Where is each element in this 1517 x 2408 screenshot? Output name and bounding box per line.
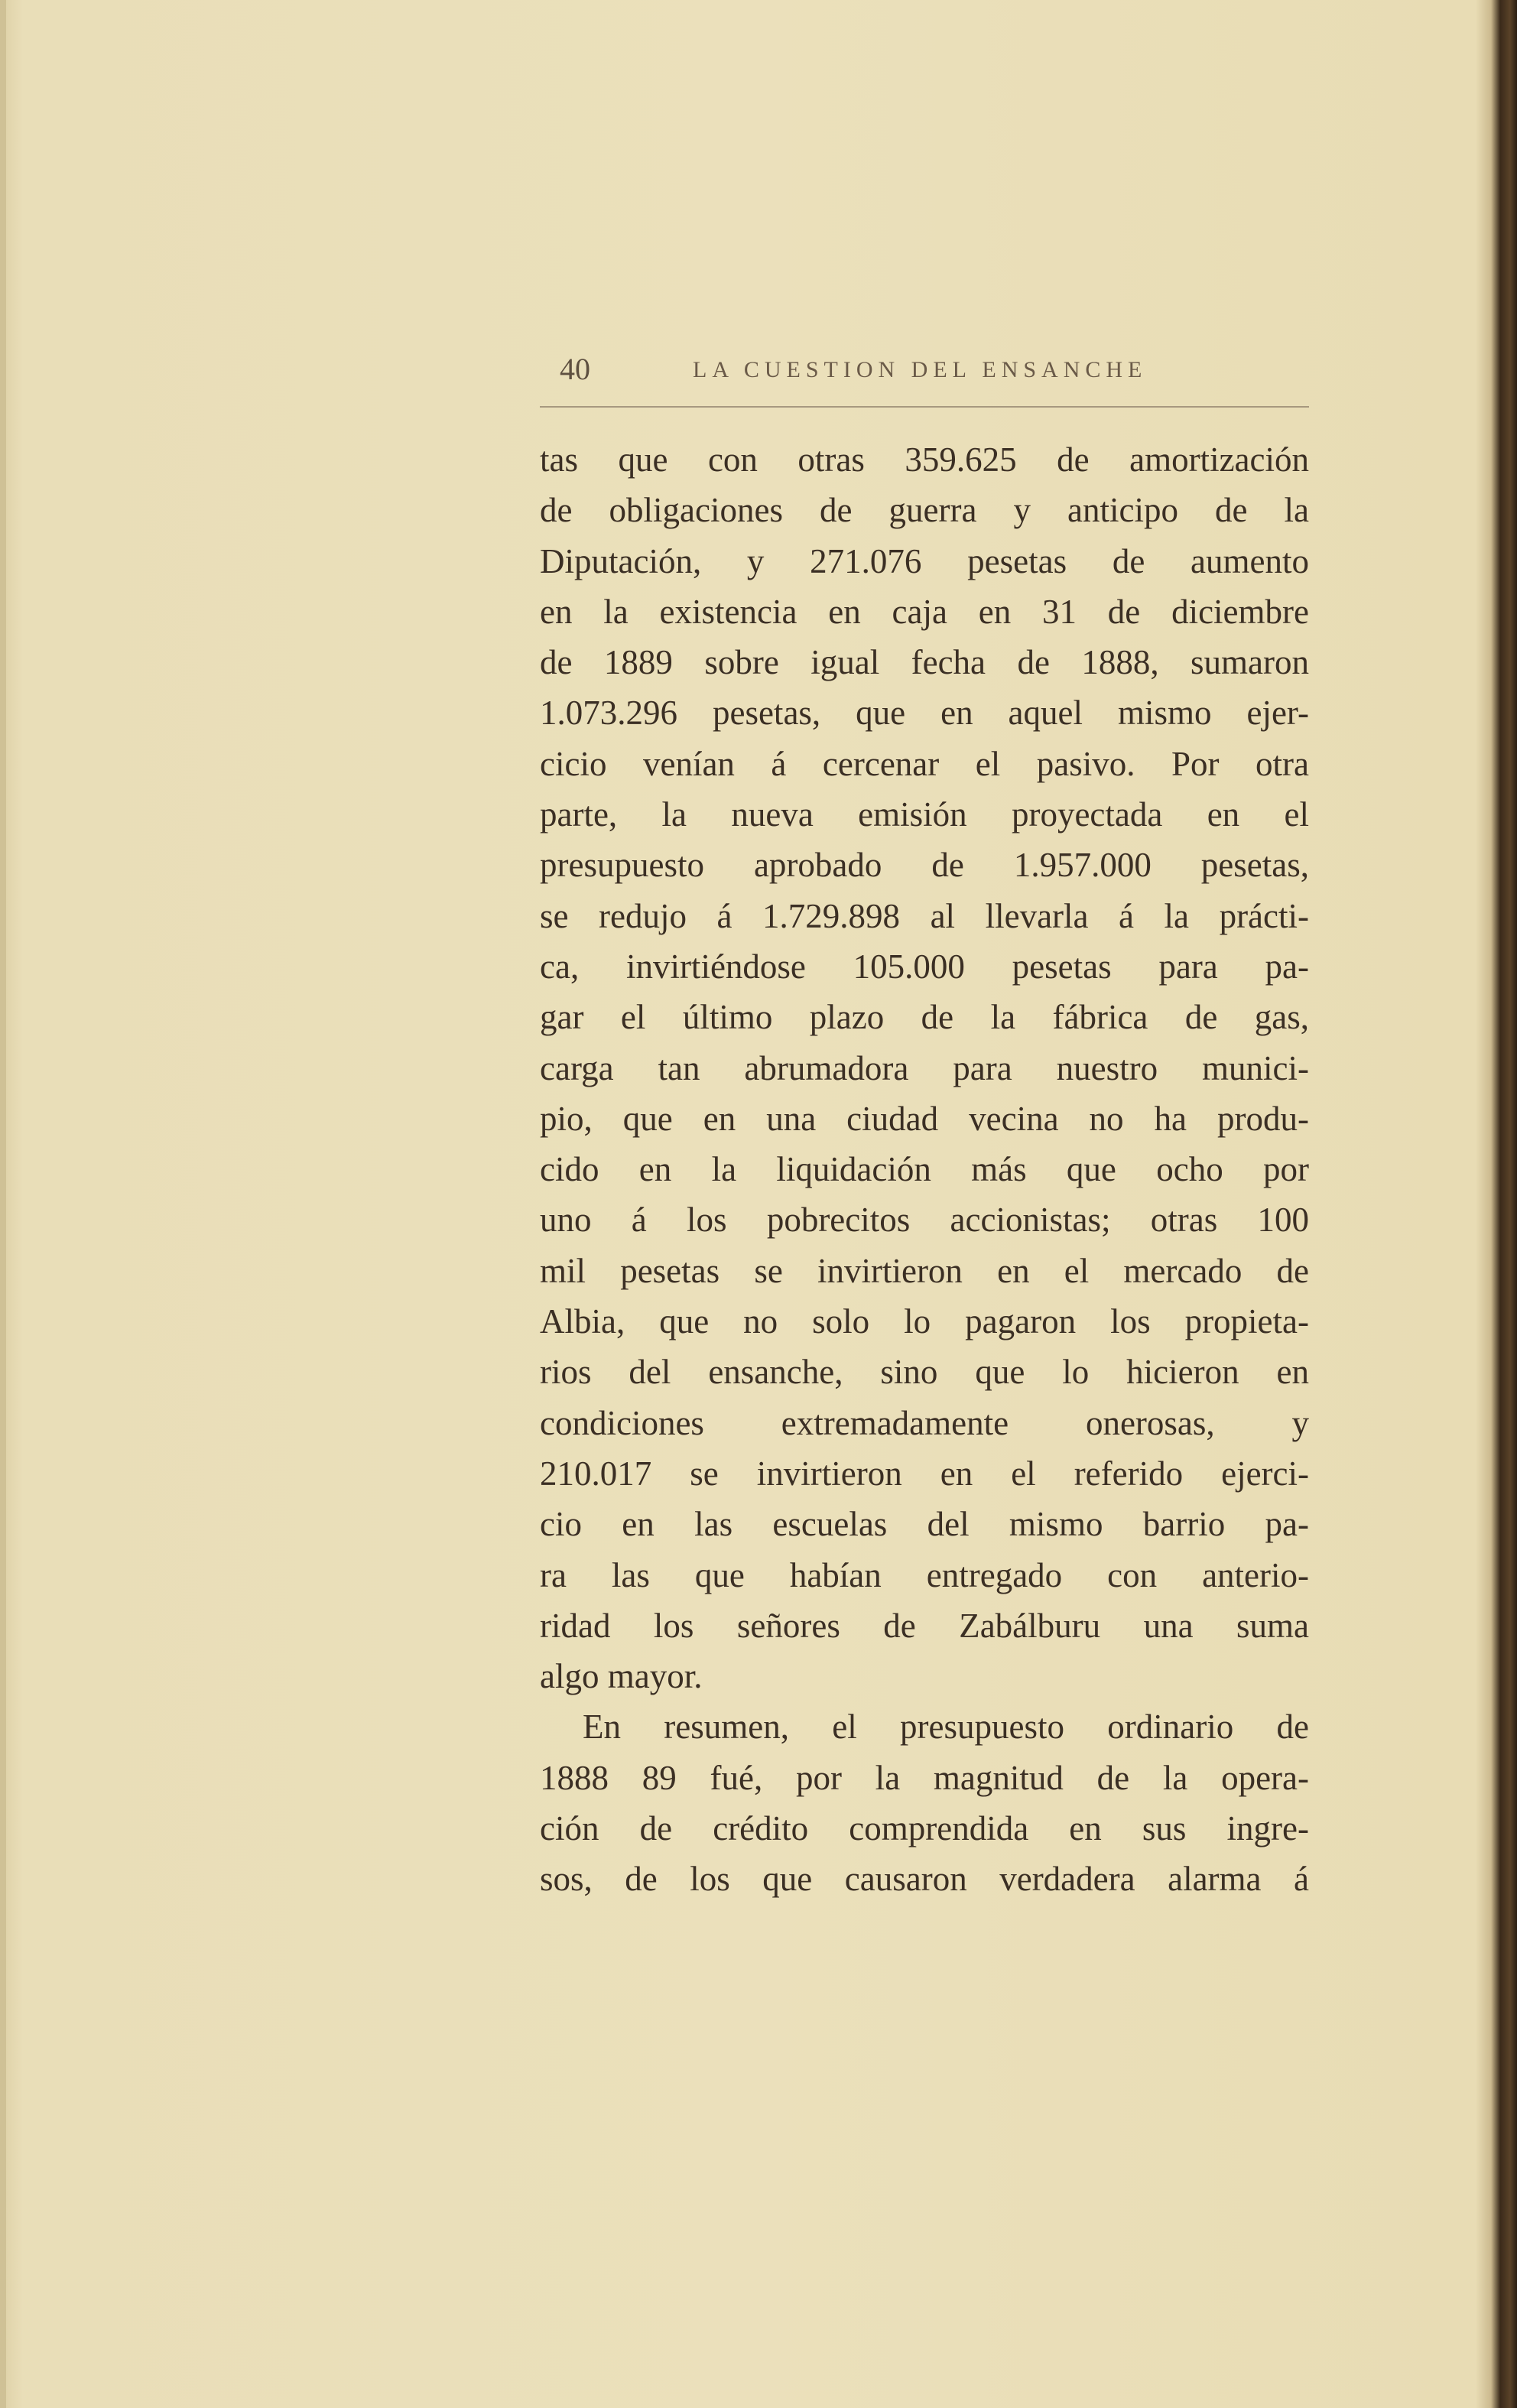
text-line: ca, invirtiéndose 105.000 pesetas para pa- — [540, 947, 1309, 986]
text-line: uno á los pobrecitos accionistas; otras 100 — [540, 1201, 1309, 1240]
text-line: algo mayor. — [540, 1657, 703, 1696]
text-line: pio, que en una ciudad vecina no ha produ- — [540, 1099, 1309, 1138]
text-line: cido en la liquidación más que ocho por — [540, 1150, 1309, 1189]
paragraph — [540, 1701, 1309, 1904]
text-line: ción de crédito comprendida en sus ingre- — [540, 1809, 1309, 1848]
text-line: rios del ensanche, sino que lo hicieron en — [540, 1353, 1309, 1392]
page-left-edge — [0, 0, 6, 2408]
text-line: 210.017 se invirtieron en el referido ejerci- — [540, 1454, 1309, 1493]
text-line: en la existencia en caja en 31 de diciembre — [540, 592, 1309, 631]
text-line: ra las que habían entregado con anterio- — [540, 1555, 1309, 1594]
text-line: gar el último plazo de la fábrica de gas, — [540, 998, 1309, 1037]
text-line: de 1889 sobre igual fecha de 1888, sumaron — [540, 643, 1309, 682]
page-number: 40 — [560, 352, 590, 386]
text-line: 1888 89 fué, por la magnitud de la opera- — [540, 1758, 1309, 1797]
text-line: carga tan abrumadora para nuestro munici- — [540, 1048, 1309, 1087]
text-line: 1.073.296 pesetas, que en aquel mismo ejer- — [540, 694, 1309, 733]
text-line: tas que con otras 359.625 de amortización — [540, 440, 1309, 479]
text-line: sos, de los que causaron verdadera alarma á — [540, 1860, 1309, 1899]
text-line: de obligaciones de guerra y anticipo de la — [540, 491, 1309, 530]
page-header — [540, 348, 1309, 394]
header-rule — [540, 406, 1309, 408]
paragraph — [540, 434, 1309, 1701]
text-line: cio en las escuelas del mismo barrio pa- — [540, 1505, 1309, 1544]
text-line: parte, la nueva emisión proyectada en el — [540, 795, 1309, 834]
text-line: se redujo á 1.729.898 al llevarla á la prácti- — [540, 896, 1309, 935]
text-line: cicio venían á cercenar el pasivo. Por otra — [540, 744, 1309, 783]
text-line: mil pesetas se invirtieron en el mercado de — [540, 1251, 1309, 1290]
text-line: En resumen, el presupuesto ordinario de — [583, 1708, 1309, 1747]
text-line: presupuesto aprobado de 1.957.000 pesetas, — [540, 846, 1309, 885]
running-head: LA CUESTION DEL ENSANCHE — [693, 357, 1148, 382]
text-line: condiciones extremadamente onerosas, y — [540, 1403, 1309, 1442]
body-text — [540, 434, 1309, 1905]
text-line: ridad los señores de Zabálburu una suma — [540, 1606, 1309, 1645]
text-line: Albia, que no solo lo pagaron los propieta- — [540, 1302, 1309, 1341]
text-line: Diputación, y 271.076 pesetas de aumento — [540, 541, 1309, 580]
